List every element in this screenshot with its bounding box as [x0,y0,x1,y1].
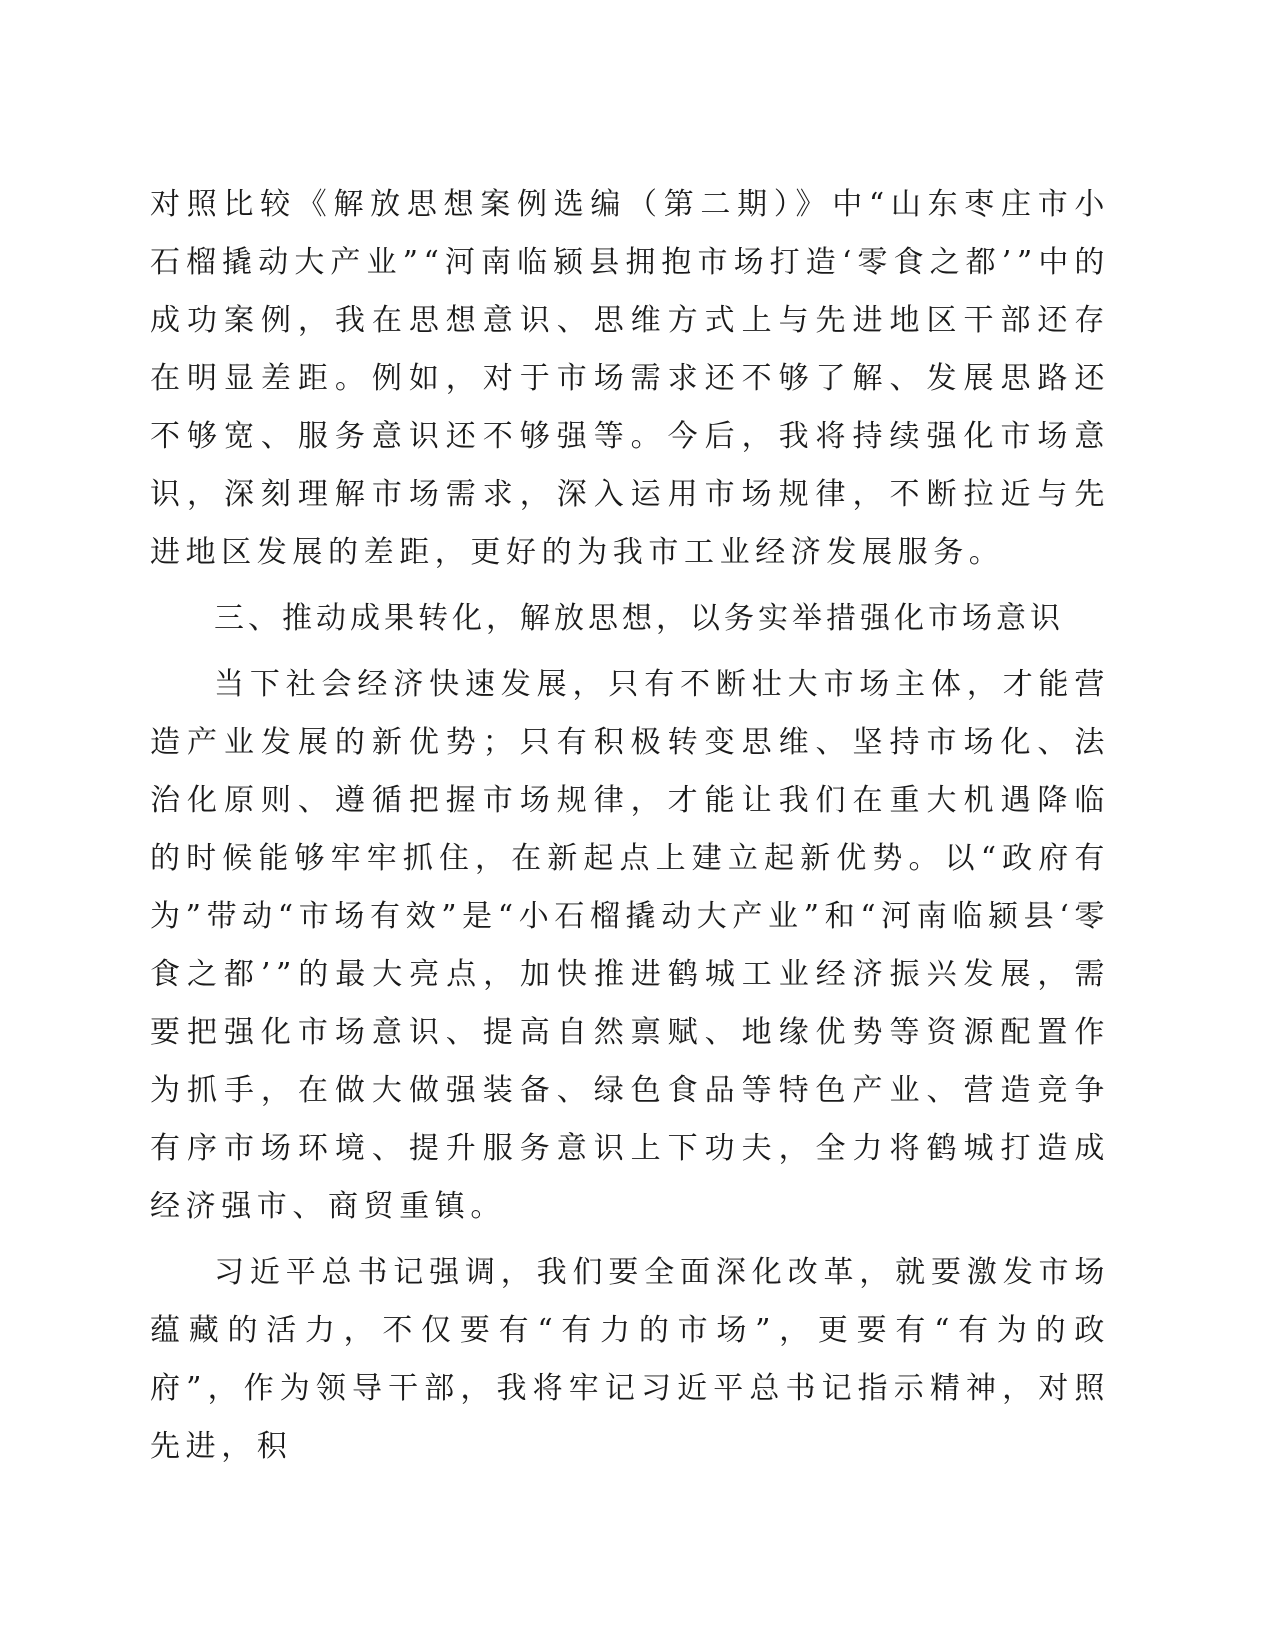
paragraph-xi-emphasis: 习近平总书记强调，我们要全面深化改革，就要激发市场蕴藏的活力，不仅要有“有力的市场”，更要有“有为的政府”，作为领导干部，我将牢记习近平总书记指示精神，对照先进，积 [150,1255,1110,1464]
document-body [150,176,1110,1484]
paragraph-economic-development: 当下社会经济快速发展，只有不断壮大市场主体，才能营造产业发展的新优势；只有积极转变思维、坚持市场化、法治化原则、遵循把握市场规律，才能让我们在重大机遇降临的时候能够牢牢抓住，在新起点上建立起新优势。以“政府有为”带动“市场有效”是“小石榴撬动大产业”和“河南临颍县‘零食之都’”的最大亮点，加快推进鹤城工业经济振兴发展，需要把强化市场意识、提高自然禀赋、地缘优势等资源配置作为抓手，在做大做强装备、绿色食品等特色产业、营造竞争有序市场环境、提升服务意识上下功夫，全力将鹤城打造成经济强市、商贸重镇。 [150,667,1110,1224]
paragraph-case-comparison: 对照比较《解放思想案例选编（第二期）》中“山东枣庄市小石榴撬动大产业”“河南临颍县拥抱市场打造‘零食之都’”中的成功案例，我在思想意识、思维方式上与先进地区干部还存在明显差距。例如，对于市场需求还不够了解、发展思路还不够宽、服务意识还不够强等。今后，我将持续强化市场意识，深刻理解市场需求，深入运用市场规律，不断拉近与先进地区发展的差距，更好的为我市工业经济发展服务。 [150,187,1110,570]
section-heading-three: 三、推动成果转化，解放思想，以务实举措强化市场意识 [214,601,1064,636]
